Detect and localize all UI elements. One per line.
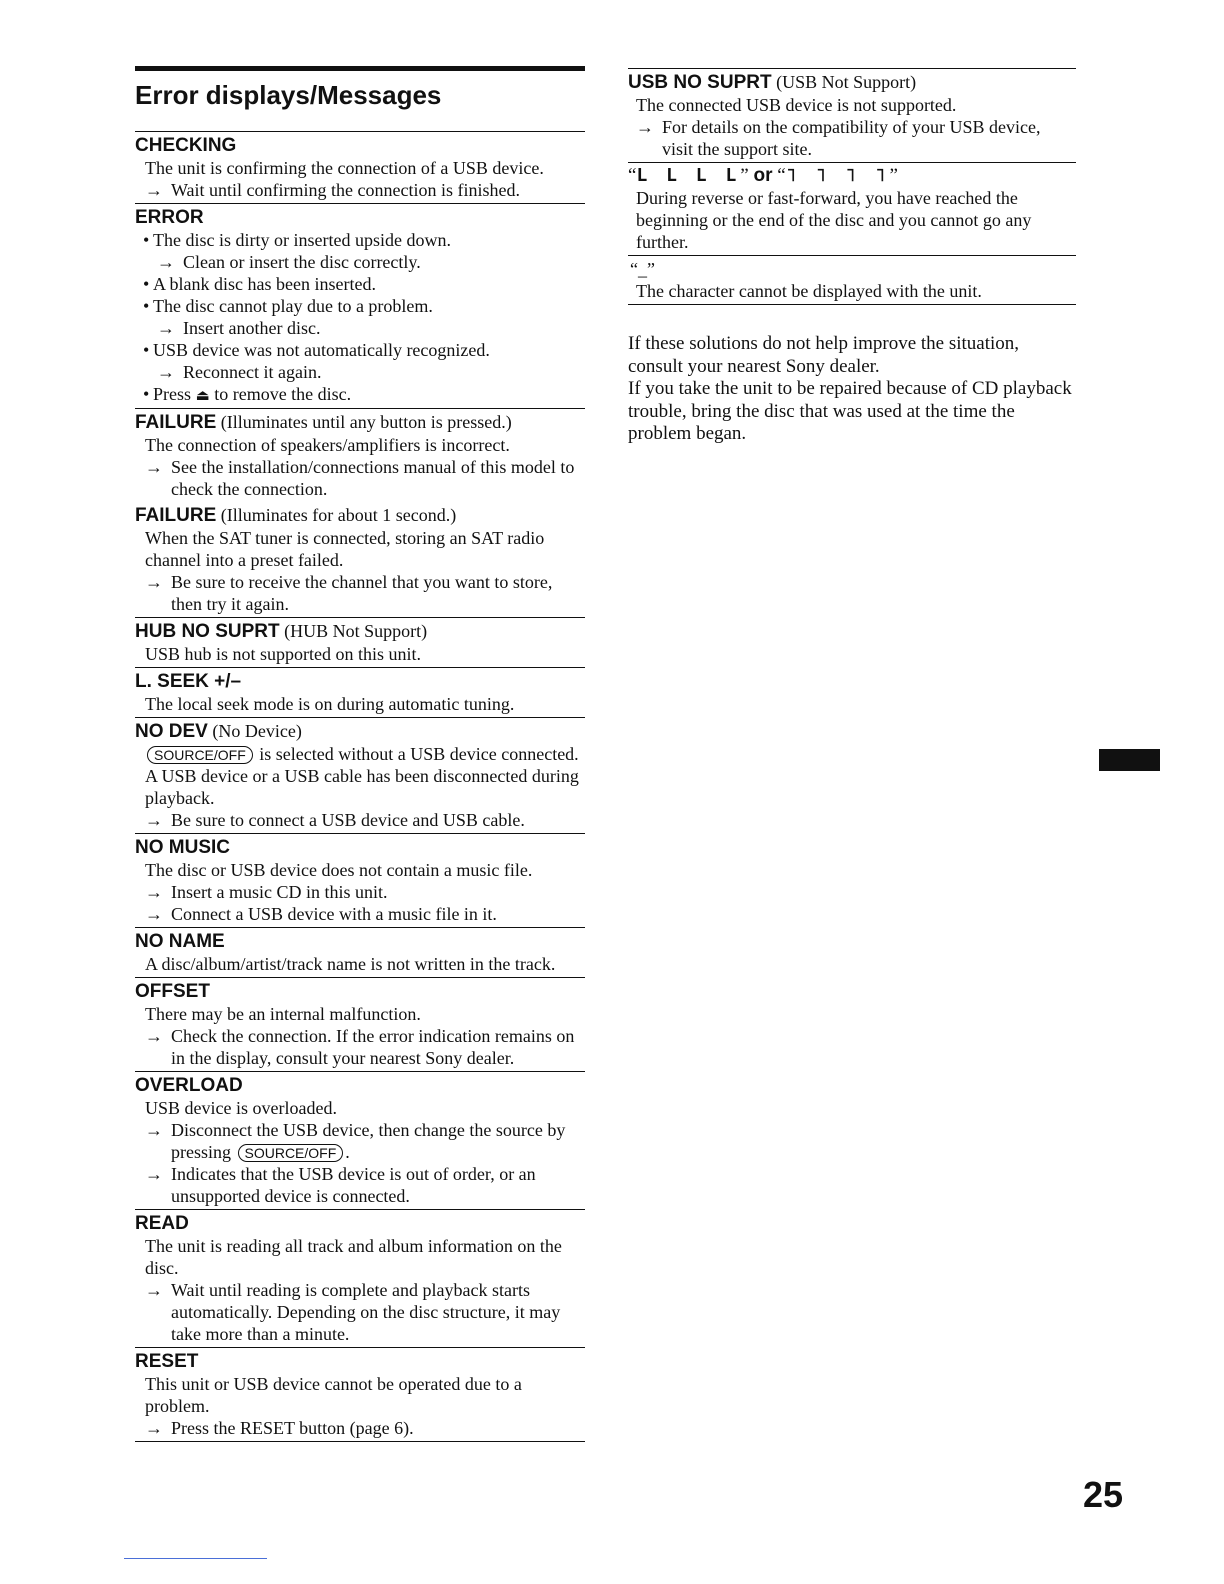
entry-text: USB hub is not supported on this unit. bbox=[145, 644, 422, 664]
arrow-icon: → bbox=[145, 180, 163, 200]
entry-hub-no-suprt bbox=[135, 617, 585, 667]
entry-text: The disc is dirty or inserted upside down. bbox=[153, 230, 451, 250]
entry-heading: HUB NO SUPRT bbox=[135, 621, 280, 642]
arrow-icon: → bbox=[157, 318, 175, 338]
entry-remedy: Connect a USB device with a music file in it. bbox=[171, 904, 497, 924]
entry-note: (Illuminates for about 1 second.) bbox=[220, 505, 457, 525]
entry-note: (Illuminates until any button is pressed.) bbox=[220, 412, 512, 432]
entry-remedy: Insert a music CD in this unit. bbox=[171, 882, 388, 902]
entry-text: Press bbox=[153, 384, 192, 404]
entry-overload: OVERLOAD USB device is overloaded. → Disconnect the USB device, then change the source by pressing SOURCE/OFF . → Indicates that the USB device is out of order, or an unsupported device is connected. bbox=[135, 1071, 585, 1209]
eject-icon: ⏏ bbox=[195, 386, 210, 404]
entry-remedy: Be sure to receive the channel that you want to store, then try it again. bbox=[171, 572, 553, 614]
entry-usb-no-suprt bbox=[628, 68, 1076, 162]
page-title: Error displays/Messages bbox=[135, 80, 442, 110]
entry-text: The unit is confirming the connection of a USB device. bbox=[145, 158, 544, 178]
entry-remedy: Wait until reading is complete and playback starts automatically. Depending on the disc structure, it may take more than a minute. bbox=[171, 1280, 561, 1344]
entry-heading: OFFSET bbox=[135, 981, 210, 1002]
entry-note: (USB Not Support) bbox=[776, 72, 917, 92]
entry-remedy: Indicates that the USB device is out of order, or an unsupported device is connected. bbox=[171, 1164, 536, 1206]
arrow-icon: → bbox=[636, 117, 654, 137]
arrow-icon: → bbox=[145, 1280, 163, 1300]
entry-heading: FAILURE bbox=[135, 505, 217, 526]
entry-heading: “_” bbox=[630, 259, 655, 279]
entry-text: The disc cannot play due to a problem. bbox=[153, 296, 433, 316]
entry-text: A blank disc has been inserted. bbox=[153, 274, 376, 294]
arrow-icon: → bbox=[145, 572, 163, 592]
entry-remedy: Reconnect it again. bbox=[183, 362, 322, 382]
entry-remedy: For details on the compatibility of your USB device, visit the support site. bbox=[662, 117, 1041, 159]
entry-remedy: See the installation/connections manual of this model to check the connection. bbox=[171, 457, 575, 499]
footer-rule bbox=[124, 1558, 267, 1559]
arrow-icon: → bbox=[157, 252, 175, 272]
entry-text: The unit is reading all track and album information on the disc. bbox=[145, 1236, 562, 1278]
entry-heading: USB NO SUPRT bbox=[628, 72, 772, 93]
entry-no-music bbox=[135, 833, 585, 927]
entry-failure-2 bbox=[135, 502, 585, 617]
entry-read bbox=[135, 1209, 585, 1347]
entry-failure-1 bbox=[135, 408, 585, 502]
arrow-icon: → bbox=[157, 362, 175, 382]
entry-heading: OVERLOAD bbox=[135, 1075, 243, 1096]
entry-remedy: Disconnect the USB device, then change the source by pressing bbox=[171, 1120, 566, 1162]
entry-no-name bbox=[135, 927, 585, 977]
entry-text: During reverse or fast-forward, you have reached the beginning or the end of the disc and you cannot go any further. bbox=[636, 188, 1032, 252]
entry-offset bbox=[135, 977, 585, 1071]
arrow-icon: → bbox=[145, 1164, 163, 1184]
page-number: 25 bbox=[1083, 1474, 1124, 1515]
entry-segment-display: “L L L L” or “˥ ˥ ˥ ˥” During reverse or fast-forward, you have reached the beginning or the end of the disc and you cannot go any further. bbox=[628, 162, 1076, 255]
advice-paragraph: If these solutions do not help improve the situation, consult your nearest Sony dealer. bbox=[628, 333, 1020, 377]
entry-text: The disc or USB device does not contain a music file. bbox=[145, 860, 533, 880]
entry-text: This unit or USB device cannot be operated due to a problem. bbox=[145, 1374, 522, 1416]
arrow-icon: → bbox=[145, 457, 163, 477]
entry-underscore bbox=[628, 255, 1076, 305]
entry-text: to remove the disc. bbox=[214, 384, 352, 404]
entry-text: The connected USB device is not supported. bbox=[636, 95, 957, 115]
source-off-button-label: SOURCE/OFF bbox=[147, 746, 253, 764]
arrow-icon: → bbox=[145, 1026, 163, 1046]
entry-heading: or bbox=[753, 165, 773, 186]
arrow-icon: → bbox=[145, 882, 163, 902]
entry-remedy: Press the RESET button (page 6). bbox=[171, 1418, 414, 1438]
section-tab-marker bbox=[1099, 749, 1160, 771]
entry-l-seek bbox=[135, 667, 585, 717]
arrow-icon: → bbox=[145, 810, 163, 830]
entry-text: When the SAT tuner is connected, storing an SAT radio channel into a preset failed. bbox=[145, 528, 545, 570]
entry-heading: NO MUSIC bbox=[135, 837, 230, 858]
arrow-icon: → bbox=[145, 1120, 163, 1140]
entry-remedy: Insert another disc. bbox=[183, 318, 321, 338]
entry-heading: CHECKING bbox=[135, 135, 237, 156]
entry-note: (No Device) bbox=[212, 721, 302, 741]
entry-reset bbox=[135, 1347, 585, 1442]
entry-remedy: Wait until confirming the connection is finished. bbox=[171, 180, 520, 200]
entry-text: USB device was not automatically recognized. bbox=[153, 340, 490, 360]
entry-no-dev bbox=[135, 717, 585, 833]
entry-heading: ERROR bbox=[135, 207, 204, 228]
segment-left-chars: L L L L bbox=[636, 165, 741, 186]
left-column bbox=[135, 66, 585, 1442]
entry-checking bbox=[135, 131, 585, 203]
entry-text: The character cannot be displayed with the unit. bbox=[636, 281, 982, 301]
advice-paragraph-2: If you take the unit to be repaired because of CD playback trouble, bring the disc that was used at the time the problem began. bbox=[628, 378, 1072, 444]
entry-heading: RESET bbox=[135, 1351, 199, 1372]
entry-error: ERROR • The disc is dirty or inserted upside down. → Clean or insert the disc correctly. • A blank disc has been inserted. • The disc cannot play due to a problem. → Insert another disc. • USB device was not automatically recognized. → Reconnect it again. • Press ⏏ to remove the disc. bbox=[135, 203, 585, 408]
segment-right-chars: ˥ ˥ ˥ ˥ bbox=[785, 165, 890, 186]
entry-text: The local seek mode is on during automatic tuning. bbox=[145, 694, 515, 714]
entry-remedy: Check the connection. If the error indication remains on in the display, consult your nearest Sony dealer. bbox=[171, 1026, 575, 1068]
title-rule bbox=[135, 66, 585, 71]
entry-text: A disc/album/artist/track name is not written in the track. bbox=[145, 954, 556, 974]
entry-text: The connection of speakers/amplifiers is incorrect. bbox=[145, 435, 510, 455]
entry-heading: NO DEV bbox=[135, 721, 208, 742]
source-off-button-label: SOURCE/OFF bbox=[238, 1144, 344, 1162]
right-column bbox=[628, 68, 1076, 446]
entry-heading: L. SEEK +/– bbox=[135, 671, 242, 692]
entry-heading: READ bbox=[135, 1213, 189, 1234]
entry-heading: NO NAME bbox=[135, 931, 225, 952]
entry-remedy: Be sure to connect a USB device and USB cable. bbox=[171, 810, 525, 830]
arrow-icon: → bbox=[145, 904, 163, 924]
entry-heading: FAILURE bbox=[135, 412, 217, 433]
entry-text: There may be an internal malfunction. bbox=[145, 1004, 421, 1024]
entry-text: is selected without a USB device connected. A USB device or a USB cable has been disconnected during playback. bbox=[145, 744, 579, 808]
arrow-icon: → bbox=[145, 1418, 163, 1438]
entry-text: USB device is overloaded. bbox=[145, 1098, 337, 1118]
entry-note: (HUB Not Support) bbox=[284, 621, 428, 641]
entry-remedy: Clean or insert the disc correctly. bbox=[183, 252, 421, 272]
